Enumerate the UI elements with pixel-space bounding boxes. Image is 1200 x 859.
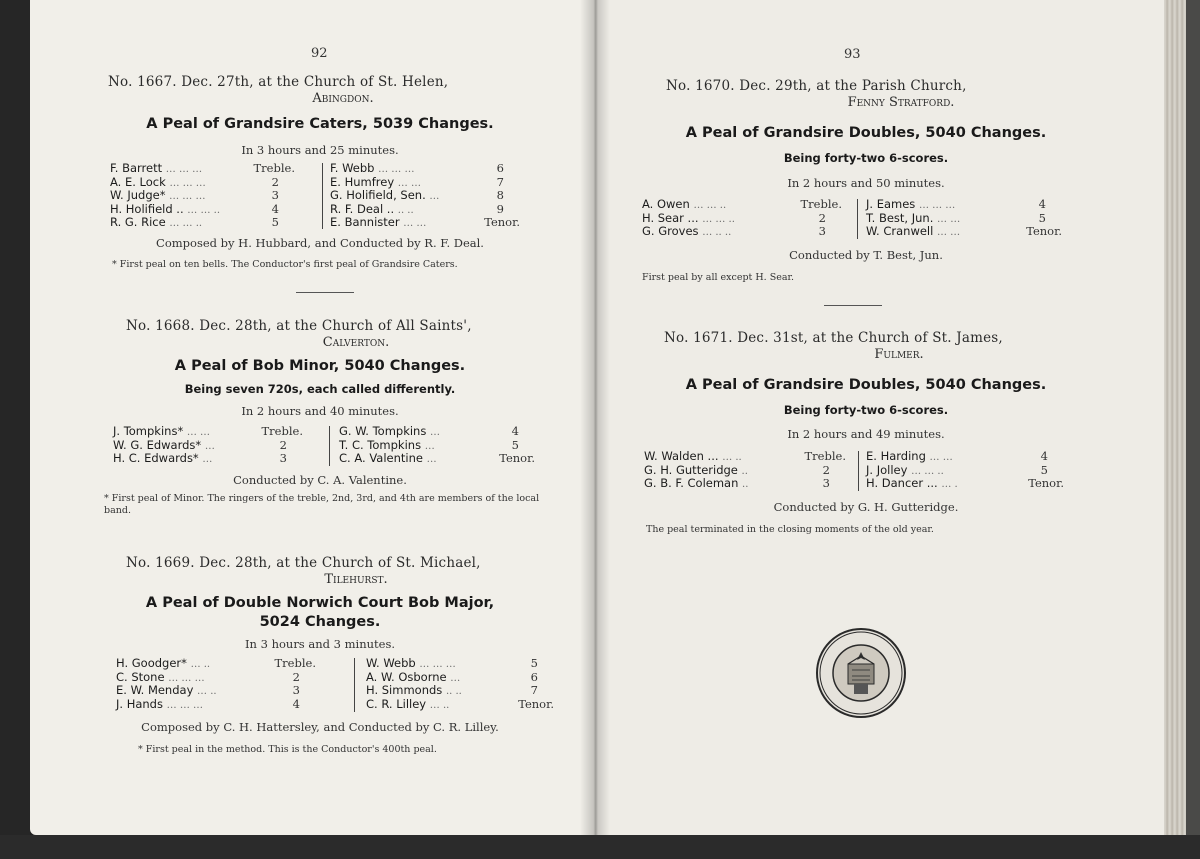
scan-border-right — [1186, 0, 1200, 859]
ringer-row — [366, 684, 554, 698]
ringer-row — [330, 162, 520, 176]
leader-dots: … — [202, 454, 213, 465]
peal-title: A Peal of Grandsire Doubles, 5040 Changes. — [685, 377, 1047, 393]
ringer-name: F. Webb — [330, 161, 375, 175]
bell-number: 4 — [1040, 449, 1048, 463]
ringer-row — [866, 212, 1062, 226]
peal-subtitle: Being seven 720s, each called differently. — [184, 382, 456, 396]
leader-dots: … … .. — [911, 465, 944, 477]
ringer-row — [330, 189, 520, 203]
ringer-row — [113, 425, 303, 439]
bell-number: 7 — [496, 174, 504, 189]
leader-dots: … … — [397, 177, 421, 189]
leader-dots: … … … — [165, 164, 203, 175]
peal-entry-1668 — [126, 318, 586, 350]
leader-dots: .. .. — [445, 686, 462, 697]
column-divider — [857, 199, 858, 239]
ringer-row — [110, 203, 295, 217]
ringer-row — [330, 176, 520, 190]
leader-dots: … .. — [197, 686, 217, 697]
ringer-name: A. W. Osborne — [366, 669, 447, 684]
peal-entry-1669 — [126, 555, 586, 587]
ringer-row — [866, 198, 1062, 212]
bell-number: 3 — [292, 683, 300, 697]
bell-number: 8 — [496, 188, 504, 202]
ringer-row — [866, 477, 1064, 491]
entry-heading: No. 1671. Dec. 31st, at the Church of St. James, — [664, 330, 1003, 346]
printer-seal-icon — [816, 628, 906, 718]
ringer-row — [339, 452, 535, 466]
scan-border-bottom — [0, 835, 1200, 859]
bell-number: 7 — [530, 683, 538, 697]
ringer-row — [110, 162, 295, 176]
ringer-name: W. Cranwell — [866, 224, 934, 238]
ringer-name: H. Goodger* — [116, 656, 187, 670]
bell-number: 3 — [818, 224, 826, 238]
ringer-name: J. Hands — [116, 696, 163, 711]
ringers-table — [644, 450, 1074, 494]
peal-title: A Peal of Grandsire Doubles, 5040 Changes. — [685, 125, 1047, 141]
ringer-row — [330, 216, 520, 230]
bell-number: 4 — [511, 424, 519, 438]
ringer-name: G. H. Gutteridge — [644, 462, 738, 477]
ringers-table — [113, 425, 543, 469]
column-divider — [322, 163, 323, 229]
leader-dots: … … .. — [169, 218, 203, 229]
bell-number: Tenor. — [484, 215, 520, 229]
ringer-row — [642, 212, 842, 226]
ringer-name: J. Jolley — [866, 462, 908, 477]
page-number: 92 — [311, 46, 328, 61]
ringer-row — [866, 225, 1062, 239]
leader-dots: … … … — [168, 672, 205, 684]
conducted-line: Conducted by G. H. Gutteridge. — [773, 500, 959, 514]
leader-dots: … … — [929, 452, 953, 463]
leader-dots: … … .. — [693, 200, 727, 211]
conducted-line: Composed by C. H. Hattersley, and Conducted by C. R. Lilley. — [141, 720, 499, 734]
bell-number: 3 — [279, 451, 287, 465]
bell-number: Treble. — [800, 197, 842, 211]
ringer-name: C. A. Valentine — [339, 451, 423, 465]
leader-dots: … … … — [419, 659, 456, 670]
ringer-name: A. E. Lock — [110, 174, 166, 189]
column-divider — [354, 658, 355, 712]
ringers-right-column — [866, 198, 1062, 239]
leader-dots: … — [204, 440, 215, 452]
footnote: First peal by all except H. Sear. — [642, 272, 795, 283]
ringer-row — [644, 464, 846, 478]
entry-place: Abingdon. — [312, 91, 374, 106]
ringer-row — [113, 452, 303, 466]
ringer-name: G. B. F. Coleman — [644, 476, 739, 490]
bell-number: 5 — [511, 437, 519, 452]
bell-number: 5 — [1040, 462, 1048, 477]
separator-rule — [296, 292, 354, 293]
ringer-row — [866, 450, 1064, 464]
bell-number: 2 — [822, 462, 830, 477]
ringer-name: T. C. Tompkins — [339, 437, 422, 452]
bell-number: 2 — [818, 210, 826, 225]
peal-subtitle: Being forty-two 6-scores. — [783, 151, 949, 165]
ringers-left-column — [110, 162, 295, 230]
ringer-row — [642, 198, 842, 212]
entry-heading: No. 1667. Dec. 27th, at the Church of St. Helen, — [108, 74, 449, 90]
separator-rule — [824, 305, 882, 306]
ringer-name: C. R. Lilley — [366, 696, 427, 711]
bell-number: 4 — [292, 696, 300, 711]
ringer-row — [116, 698, 316, 712]
leader-dots: … .. — [722, 452, 742, 463]
footnote: * First peal in the method. This is the Conductor's 400th peal. — [138, 744, 437, 755]
seal-ring-icon — [818, 630, 904, 716]
entry-place: Tilehurst. — [324, 572, 388, 587]
ringer-name: R. G. Rice — [110, 215, 166, 229]
conducted-line: Conducted by C. A. Valentine. — [233, 473, 407, 487]
ringers-left-column — [644, 450, 846, 491]
peal-title-continued: 5024 Changes. — [259, 614, 381, 630]
bell-number: 3 — [822, 476, 830, 490]
footnote: * First peal on ten bells. The Conductor's first peal of Grandsire Caters. — [112, 259, 458, 270]
ringer-name: H. Holifield .. — [110, 201, 184, 216]
peal-duration: In 2 hours and 50 minutes. — [787, 176, 945, 190]
ringer-name: F. Barrett — [110, 161, 163, 175]
ringer-name: H. Sear ... — [642, 210, 699, 225]
ringer-row — [366, 698, 554, 712]
leader-dots: … … … — [169, 177, 206, 189]
ringer-row — [366, 657, 554, 671]
leader-dots: … … .. — [187, 204, 220, 216]
peal-entry-1670 — [666, 78, 1136, 110]
bell-number: Treble. — [261, 424, 303, 438]
ringers-left-column — [113, 425, 303, 466]
ringer-name: E. Harding — [866, 449, 926, 463]
bell-number: 5 — [530, 656, 538, 670]
footnote: * First peal of Minor. The ringers of the treble, 2nd, 3rd, and 4th are members of the local band. — [104, 493, 540, 516]
bell-number: 4 — [1038, 197, 1046, 211]
ringer-name: W. Walden ... — [644, 449, 719, 463]
ringers-table — [116, 656, 554, 715]
ringer-name: R. F. Deal .. — [330, 201, 395, 216]
ringers-right-column — [330, 162, 520, 230]
book-gutter — [580, 0, 610, 835]
conducted-line: Composed by H. Hubbard, and Conducted by R. F. Deal. — [156, 236, 484, 250]
ringer-name: G. Holifield, Sen. — [330, 188, 426, 202]
scan-border-left — [0, 0, 30, 859]
peal-duration: In 2 hours and 49 minutes. — [787, 427, 945, 441]
ringer-name: W. Webb — [366, 656, 416, 670]
peal-duration: In 3 hours and 25 minutes. — [241, 143, 399, 157]
bell-number: 9 — [496, 201, 504, 216]
ringer-row — [339, 439, 535, 453]
bell-number: Tenor. — [1026, 224, 1062, 238]
ringer-row — [339, 425, 535, 439]
leader-dots: … . — [941, 479, 958, 490]
bell-number: Treble. — [804, 449, 846, 463]
ringer-name: W. G. Edwards* — [113, 437, 202, 452]
ringer-row — [366, 671, 554, 685]
peal-entry-1671 — [664, 330, 1134, 362]
leader-dots: .. — [742, 479, 749, 490]
leader-dots: … … … — [378, 164, 415, 175]
ringer-row — [642, 225, 842, 239]
ringer-name: G. Groves — [642, 224, 699, 238]
peal-duration: In 2 hours and 40 minutes. — [241, 404, 399, 418]
peal-duration: In 3 hours and 3 minutes. — [245, 637, 395, 651]
ringer-name: G. W. Tompkins — [339, 424, 427, 438]
ringer-name: H. Dancer ... — [866, 476, 938, 490]
ringer-name: J. Eames — [866, 197, 916, 211]
leader-dots: … … — [936, 227, 961, 238]
conducted-line: Conducted by T. Best, Jun. — [789, 248, 943, 262]
leader-dots: .. — [741, 465, 748, 477]
bell-number: 3 — [271, 188, 279, 202]
bell-number: 2 — [279, 437, 287, 452]
ringers-right-column — [866, 450, 1064, 491]
peal-entry-1667 — [108, 74, 578, 106]
ringer-row — [116, 657, 316, 671]
leader-dots: … .. — [429, 699, 450, 711]
peal-title: A Peal of Bob Minor, 5040 Changes. — [174, 358, 466, 374]
leader-dots: … — [429, 191, 440, 202]
bell-number: Treble. — [274, 656, 316, 670]
bell-number: 4 — [271, 201, 279, 216]
leader-dots: … .. — [190, 659, 211, 670]
ringer-name: A. Owen — [642, 197, 690, 211]
ringers-table — [110, 162, 530, 232]
ringers-right-column — [366, 657, 554, 711]
column-divider — [858, 451, 859, 491]
ringer-row — [644, 450, 846, 464]
entry-place: Fenny Stratford. — [847, 95, 955, 110]
bell-number: Tenor. — [1028, 476, 1064, 490]
ringer-row — [113, 439, 303, 453]
footnote: The peal terminated in the closing moments of the old year. — [646, 524, 934, 535]
ringer-row — [110, 216, 295, 230]
leader-dots: … — [429, 427, 440, 438]
leader-dots: … — [424, 440, 435, 452]
ringers-right-column — [339, 425, 535, 466]
ringers-left-column — [642, 198, 842, 239]
peal-title: A Peal of Double Norwich Court Bob Major, — [145, 595, 495, 611]
ringer-name: T. Best, Jun. — [866, 210, 934, 225]
entry-place: Calverton. — [322, 335, 390, 350]
leader-dots: … … — [186, 427, 211, 438]
ringer-row — [116, 671, 316, 685]
peal-title: A Peal of Grandsire Caters, 5039 Changes. — [146, 116, 494, 132]
entry-place: Fulmer. — [874, 347, 924, 362]
bell-number: 6 — [496, 161, 504, 175]
ringers-left-column — [116, 657, 316, 711]
ringer-row — [644, 477, 846, 491]
bell-number: 2 — [271, 174, 279, 189]
ringer-name: W. Judge* — [110, 188, 166, 202]
column-divider — [329, 426, 330, 466]
leader-dots: .. .. — [397, 204, 414, 216]
ringer-name: J. Tompkins* — [113, 424, 184, 438]
leader-dots: … — [426, 454, 437, 465]
ringer-name: C. Stone — [116, 669, 165, 684]
peal-subtitle: Being forty-two 6-scores. — [783, 403, 949, 417]
ringer-row — [110, 176, 295, 190]
leader-dots: … .. .. — [702, 227, 732, 238]
page-number: 93 — [844, 47, 861, 62]
ringer-row — [116, 684, 316, 698]
leader-dots: … … … — [166, 699, 203, 711]
entry-heading: No. 1669. Dec. 28th, at the Church of St. Michael, — [126, 555, 481, 571]
bell-number: Tenor. — [518, 696, 554, 711]
entry-heading: No. 1670. Dec. 29th, at the Parish Church, — [666, 78, 967, 94]
ringer-name: H. Simmonds — [366, 683, 443, 697]
leader-dots: … … … — [169, 191, 206, 202]
bell-number: 5 — [1038, 210, 1046, 225]
ringer-row — [866, 464, 1064, 478]
ringer-name: E. Bannister — [330, 215, 400, 229]
bell-number: 6 — [530, 669, 538, 684]
left-page — [30, 0, 596, 835]
bell-number: Treble. — [253, 161, 295, 175]
leader-dots: … — [450, 672, 461, 684]
ringers-table — [642, 198, 1072, 242]
ringer-row — [110, 189, 295, 203]
bell-number: 5 — [271, 215, 279, 229]
bell-number: Tenor. — [499, 451, 535, 465]
entry-heading: No. 1668. Dec. 28th, at the Church of All Saints', — [126, 318, 472, 334]
leader-dots: … … … — [918, 200, 956, 211]
ringer-name: H. C. Edwards* — [113, 451, 199, 465]
leader-dots: … … — [937, 213, 961, 225]
bell-number: 2 — [292, 669, 300, 684]
ringer-name: E. W. Menday — [116, 683, 194, 697]
leader-dots: … … — [403, 218, 427, 229]
leader-dots: … … .. — [702, 213, 735, 225]
ringer-row — [330, 203, 520, 217]
ringer-name: E. Humfrey — [330, 174, 395, 189]
